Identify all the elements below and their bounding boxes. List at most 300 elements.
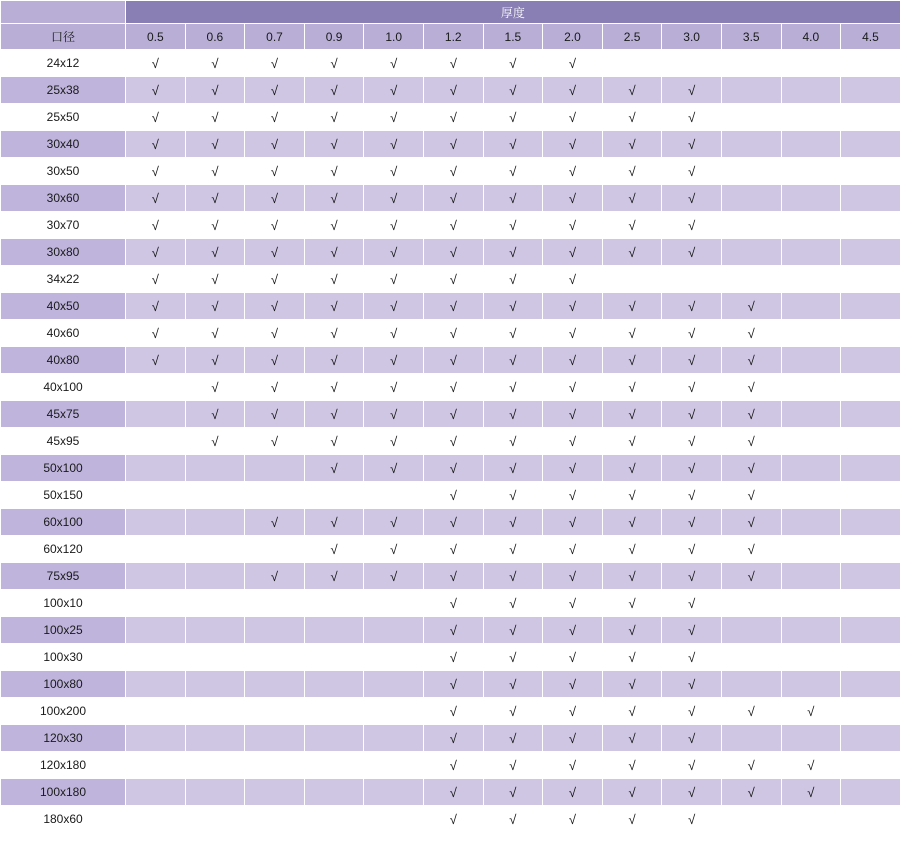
availability-cell: √ (423, 509, 483, 536)
availability-cell (841, 347, 900, 374)
availability-cell: √ (483, 266, 543, 293)
availability-cell: √ (602, 374, 662, 401)
availability-cell (245, 482, 305, 509)
availability-cell: √ (304, 185, 364, 212)
availability-cell: √ (721, 698, 781, 725)
availability-cell: √ (304, 266, 364, 293)
availability-cell: √ (185, 185, 245, 212)
availability-cell (602, 50, 662, 77)
availability-cell: √ (185, 77, 245, 104)
availability-cell (364, 698, 424, 725)
availability-cell: √ (423, 320, 483, 347)
row-header-cell: 24x12 (1, 50, 126, 77)
availability-cell: √ (662, 617, 722, 644)
availability-cell: √ (662, 779, 722, 806)
availability-cell: √ (721, 293, 781, 320)
availability-cell: √ (364, 509, 424, 536)
availability-cell: √ (245, 131, 305, 158)
availability-cell: √ (602, 482, 662, 509)
row-header-cell: 30x40 (1, 131, 126, 158)
availability-cell: √ (602, 698, 662, 725)
availability-cell: √ (245, 50, 305, 77)
row-header-cell: 120x180 (1, 752, 126, 779)
availability-cell: √ (483, 50, 543, 77)
availability-cell: √ (662, 509, 722, 536)
availability-cell: √ (543, 671, 603, 698)
table-row (1, 698, 900, 725)
availability-cell (721, 806, 781, 833)
availability-cell: √ (602, 590, 662, 617)
availability-cell: √ (483, 239, 543, 266)
availability-cell (781, 725, 841, 752)
availability-cell (841, 536, 900, 563)
availability-cell (185, 806, 245, 833)
availability-cell: √ (662, 428, 722, 455)
availability-cell: √ (304, 509, 364, 536)
availability-cell: √ (483, 806, 543, 833)
availability-cell (126, 671, 186, 698)
column-header-6: 1.5 (483, 24, 543, 50)
availability-cell: √ (126, 212, 186, 239)
availability-cell (245, 536, 305, 563)
availability-cell: √ (543, 158, 603, 185)
availability-cell: √ (245, 77, 305, 104)
availability-cell: √ (423, 590, 483, 617)
row-header-cell: 50x150 (1, 482, 126, 509)
availability-cell: √ (364, 50, 424, 77)
availability-cell (781, 50, 841, 77)
availability-cell (721, 50, 781, 77)
availability-cell: √ (185, 50, 245, 77)
availability-cell (781, 158, 841, 185)
availability-cell: √ (126, 50, 186, 77)
table-body (1, 50, 900, 833)
availability-cell: √ (483, 104, 543, 131)
availability-cell: √ (245, 293, 305, 320)
availability-cell (304, 644, 364, 671)
availability-cell (841, 131, 900, 158)
availability-cell: √ (185, 401, 245, 428)
availability-cell (841, 563, 900, 590)
table-row (1, 806, 900, 833)
availability-cell: √ (662, 806, 722, 833)
availability-cell: √ (483, 347, 543, 374)
table-row (1, 374, 900, 401)
availability-cell: √ (543, 644, 603, 671)
row-header-cell: 30x60 (1, 185, 126, 212)
availability-cell (126, 644, 186, 671)
availability-cell (781, 509, 841, 536)
column-header-0: 0.5 (126, 24, 186, 50)
availability-cell: √ (483, 428, 543, 455)
table-row (1, 293, 900, 320)
availability-cell (841, 104, 900, 131)
availability-cell: √ (602, 239, 662, 266)
table-row (1, 509, 900, 536)
availability-cell: √ (483, 482, 543, 509)
availability-cell (126, 509, 186, 536)
availability-cell: √ (304, 455, 364, 482)
availability-cell: √ (662, 725, 722, 752)
availability-cell: √ (543, 347, 603, 374)
column-header-9: 3.0 (662, 24, 722, 50)
row-header-cell: 120x30 (1, 725, 126, 752)
availability-cell: √ (423, 293, 483, 320)
availability-cell: √ (304, 104, 364, 131)
availability-cell: √ (423, 185, 483, 212)
availability-cell: √ (543, 779, 603, 806)
availability-cell: √ (662, 455, 722, 482)
availability-cell: √ (602, 131, 662, 158)
availability-cell (721, 590, 781, 617)
availability-cell: √ (126, 185, 186, 212)
availability-cell (185, 725, 245, 752)
availability-cell: √ (543, 104, 603, 131)
availability-cell: √ (781, 698, 841, 725)
availability-cell (841, 320, 900, 347)
availability-cell: √ (185, 428, 245, 455)
availability-cell (781, 806, 841, 833)
availability-cell: √ (662, 104, 722, 131)
availability-cell: √ (126, 266, 186, 293)
column-header-12: 4.5 (841, 24, 900, 50)
availability-cell (841, 752, 900, 779)
availability-cell (781, 482, 841, 509)
availability-cell (781, 401, 841, 428)
availability-cell: √ (185, 266, 245, 293)
row-header-cell: 40x50 (1, 293, 126, 320)
table-row (1, 671, 900, 698)
column-header-7: 2.0 (543, 24, 603, 50)
availability-cell (364, 482, 424, 509)
availability-cell (185, 563, 245, 590)
table-row (1, 428, 900, 455)
table-row (1, 185, 900, 212)
availability-cell: √ (483, 509, 543, 536)
availability-cell: √ (126, 239, 186, 266)
availability-cell (721, 266, 781, 293)
availability-cell: √ (543, 617, 603, 644)
availability-cell: √ (126, 104, 186, 131)
availability-cell (781, 266, 841, 293)
row-header-cell: 100x200 (1, 698, 126, 725)
availability-cell (304, 698, 364, 725)
availability-cell (721, 239, 781, 266)
row-header-cell: 180x60 (1, 806, 126, 833)
availability-cell: √ (602, 347, 662, 374)
table-row (1, 482, 900, 509)
availability-cell (185, 698, 245, 725)
availability-cell: √ (543, 131, 603, 158)
availability-cell (721, 725, 781, 752)
availability-cell: √ (423, 401, 483, 428)
availability-cell: √ (304, 401, 364, 428)
availability-cell (841, 455, 900, 482)
availability-cell: √ (126, 320, 186, 347)
availability-cell (721, 131, 781, 158)
availability-cell (841, 617, 900, 644)
availability-cell (364, 617, 424, 644)
table-row (1, 347, 900, 374)
availability-cell: √ (483, 644, 543, 671)
availability-cell: √ (721, 482, 781, 509)
table-row (1, 266, 900, 293)
availability-cell: √ (721, 428, 781, 455)
availability-cell (245, 644, 305, 671)
availability-cell (245, 455, 305, 482)
availability-cell: √ (543, 536, 603, 563)
row-header-cell: 100x180 (1, 779, 126, 806)
availability-cell: √ (483, 212, 543, 239)
availability-cell: √ (245, 428, 305, 455)
row-header-cell: 60x120 (1, 536, 126, 563)
availability-cell: √ (721, 374, 781, 401)
availability-cell: √ (423, 50, 483, 77)
availability-cell: √ (483, 374, 543, 401)
table-row (1, 320, 900, 347)
availability-cell (126, 428, 186, 455)
availability-cell (304, 752, 364, 779)
row-header-cell: 25x38 (1, 77, 126, 104)
availability-cell: √ (185, 293, 245, 320)
availability-cell: √ (126, 77, 186, 104)
availability-cell (126, 563, 186, 590)
availability-cell: √ (483, 401, 543, 428)
availability-cell: √ (423, 536, 483, 563)
availability-cell: √ (245, 158, 305, 185)
availability-cell: √ (423, 239, 483, 266)
availability-cell: √ (185, 320, 245, 347)
availability-cell (781, 131, 841, 158)
availability-cell (245, 698, 305, 725)
availability-cell: √ (483, 158, 543, 185)
availability-cell (841, 77, 900, 104)
availability-cell: √ (483, 752, 543, 779)
availability-cell (304, 779, 364, 806)
availability-cell: √ (423, 617, 483, 644)
availability-cell: √ (423, 347, 483, 374)
column-header-3: 0.9 (304, 24, 364, 50)
thickness-band-row (1, 1, 900, 24)
corner-cell-top (1, 1, 126, 24)
availability-cell (841, 374, 900, 401)
availability-cell: √ (543, 428, 603, 455)
availability-cell: √ (483, 725, 543, 752)
availability-cell: √ (662, 671, 722, 698)
availability-cell: √ (245, 266, 305, 293)
availability-cell (126, 698, 186, 725)
availability-cell: √ (662, 131, 722, 158)
availability-cell: √ (602, 671, 662, 698)
availability-cell: √ (185, 374, 245, 401)
availability-cell: √ (423, 698, 483, 725)
table-row (1, 644, 900, 671)
availability-cell: √ (423, 266, 483, 293)
availability-cell: √ (483, 77, 543, 104)
availability-cell: √ (304, 563, 364, 590)
availability-cell (781, 347, 841, 374)
availability-cell: √ (364, 266, 424, 293)
availability-cell: √ (483, 671, 543, 698)
availability-cell: √ (185, 239, 245, 266)
availability-cell (304, 725, 364, 752)
availability-cell: √ (483, 185, 543, 212)
availability-cell (304, 482, 364, 509)
availability-cell: √ (602, 725, 662, 752)
availability-cell: √ (423, 752, 483, 779)
table-row (1, 617, 900, 644)
availability-cell: √ (543, 590, 603, 617)
availability-cell: √ (543, 50, 603, 77)
thickness-band-label: 厚度 (126, 1, 900, 24)
availability-cell: √ (721, 320, 781, 347)
availability-cell (721, 185, 781, 212)
availability-cell (185, 644, 245, 671)
availability-cell (781, 104, 841, 131)
row-header-cell: 75x95 (1, 563, 126, 590)
table-row (1, 77, 900, 104)
availability-cell: √ (781, 779, 841, 806)
availability-cell: √ (364, 563, 424, 590)
availability-cell: √ (602, 158, 662, 185)
availability-cell (781, 239, 841, 266)
row-header-cell: 40x100 (1, 374, 126, 401)
availability-cell: √ (602, 563, 662, 590)
availability-cell: √ (185, 347, 245, 374)
availability-cell (364, 779, 424, 806)
availability-cell: √ (304, 293, 364, 320)
availability-cell: √ (304, 320, 364, 347)
availability-cell: √ (245, 374, 305, 401)
availability-cell (364, 725, 424, 752)
availability-cell (841, 644, 900, 671)
availability-cell: √ (126, 158, 186, 185)
availability-cell: √ (602, 293, 662, 320)
row-header-cell: 60x100 (1, 509, 126, 536)
availability-cell: √ (543, 77, 603, 104)
row-header-cell: 40x80 (1, 347, 126, 374)
availability-cell (185, 509, 245, 536)
availability-cell (781, 644, 841, 671)
availability-cell (781, 563, 841, 590)
availability-cell (126, 374, 186, 401)
availability-cell: √ (423, 212, 483, 239)
row-header-cell: 34x22 (1, 266, 126, 293)
availability-cell (185, 590, 245, 617)
column-header-2: 0.7 (245, 24, 305, 50)
availability-cell (245, 752, 305, 779)
availability-cell: √ (483, 617, 543, 644)
availability-cell (841, 428, 900, 455)
availability-cell: √ (602, 401, 662, 428)
availability-cell: √ (304, 212, 364, 239)
availability-cell (126, 806, 186, 833)
availability-cell: √ (423, 131, 483, 158)
availability-cell: √ (364, 131, 424, 158)
table-row (1, 563, 900, 590)
availability-cell: √ (423, 158, 483, 185)
availability-cell: √ (364, 104, 424, 131)
availability-cell: √ (126, 131, 186, 158)
table-row (1, 779, 900, 806)
table-row (1, 131, 900, 158)
availability-cell: √ (602, 455, 662, 482)
availability-cell (841, 293, 900, 320)
availability-cell: √ (364, 293, 424, 320)
availability-cell: √ (304, 77, 364, 104)
availability-cell: √ (602, 536, 662, 563)
availability-cell: √ (662, 239, 722, 266)
row-header-cell: 30x70 (1, 212, 126, 239)
row-header-cell: 45x95 (1, 428, 126, 455)
table-row (1, 725, 900, 752)
availability-cell (304, 590, 364, 617)
availability-cell: √ (543, 401, 603, 428)
availability-cell: √ (662, 293, 722, 320)
availability-cell: √ (245, 401, 305, 428)
availability-cell: √ (483, 590, 543, 617)
availability-cell: √ (364, 347, 424, 374)
availability-cell (185, 752, 245, 779)
availability-cell (245, 617, 305, 644)
availability-cell (126, 455, 186, 482)
availability-cell: √ (423, 104, 483, 131)
availability-cell: √ (423, 563, 483, 590)
availability-cell (781, 374, 841, 401)
availability-cell (841, 698, 900, 725)
row-header-cell: 30x80 (1, 239, 126, 266)
table-head (1, 1, 900, 50)
table-row (1, 158, 900, 185)
availability-cell (126, 752, 186, 779)
availability-cell: √ (245, 320, 305, 347)
availability-cell: √ (602, 806, 662, 833)
availability-cell: √ (721, 752, 781, 779)
availability-cell: √ (602, 77, 662, 104)
row-header-cell: 25x50 (1, 104, 126, 131)
availability-cell: √ (304, 131, 364, 158)
row-header-label: 口径 (1, 24, 126, 50)
availability-cell (841, 509, 900, 536)
availability-cell: √ (245, 212, 305, 239)
availability-cell: √ (423, 725, 483, 752)
availability-cell (185, 671, 245, 698)
availability-cell: √ (483, 293, 543, 320)
availability-cell: √ (543, 563, 603, 590)
availability-cell: √ (364, 401, 424, 428)
availability-cell (126, 617, 186, 644)
availability-cell: √ (245, 239, 305, 266)
availability-cell (364, 671, 424, 698)
availability-cell (126, 590, 186, 617)
table-row (1, 536, 900, 563)
column-header-4: 1.0 (364, 24, 424, 50)
availability-cell: √ (543, 752, 603, 779)
table-row (1, 590, 900, 617)
availability-cell (721, 212, 781, 239)
availability-cell: √ (662, 212, 722, 239)
availability-cell (841, 266, 900, 293)
availability-cell: √ (423, 779, 483, 806)
availability-cell (841, 725, 900, 752)
availability-cell: √ (543, 698, 603, 725)
availability-cell: √ (483, 320, 543, 347)
availability-cell: √ (543, 482, 603, 509)
availability-cell (721, 77, 781, 104)
availability-cell (185, 536, 245, 563)
availability-cell: √ (543, 509, 603, 536)
availability-cell: √ (662, 644, 722, 671)
